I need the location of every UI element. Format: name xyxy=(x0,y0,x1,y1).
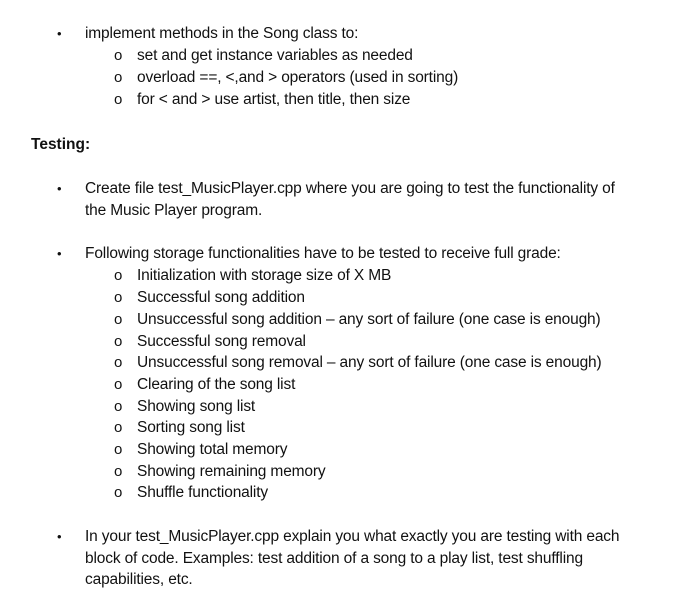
sub-bullet: o xyxy=(114,398,123,415)
paragraph-line: In your test_MusicPlayer.cpp explain you what exactly you are testing with each xyxy=(85,528,620,545)
sub-item: Showing total memory xyxy=(137,441,288,458)
sub-bullet: o xyxy=(114,354,123,371)
sub-item: set and get instance variables as needed xyxy=(137,47,413,64)
sub-item: Sorting song list xyxy=(137,419,245,436)
list-item-text: Following storage functionalities have to be tested to receive full grade: xyxy=(85,245,561,262)
sub-item: Showing song list xyxy=(137,398,256,415)
paragraph-line: capabilities, etc. xyxy=(85,571,193,588)
sub-bullet: o xyxy=(114,463,123,480)
paragraph-line: block of code. Examples: test addition of a song to a play list, test shuffling xyxy=(85,550,583,567)
sub-item: overload ==, <,and > operators (used in sorting) xyxy=(137,69,459,86)
sub-bullet: o xyxy=(114,69,123,86)
sub-item: Clearing of the song list xyxy=(137,376,296,393)
list-item-song-methods: implement methods in the Song class to: xyxy=(85,25,359,42)
sub-bullet: o xyxy=(114,289,123,306)
paragraph-line: Create file test_MusicPlayer.cpp where you are going to test the functionality of xyxy=(85,180,615,197)
paragraph-line: the Music Player program. xyxy=(85,202,263,219)
sub-bullet: o xyxy=(114,91,123,108)
sub-item: Unsuccessful song addition – any sort of failure (one case is enough) xyxy=(137,311,601,328)
sub-bullet: o xyxy=(114,267,123,284)
sub-bullet: o xyxy=(114,484,123,501)
sub-bullet: o xyxy=(114,311,123,328)
sub-item: Initialization with storage size of X MB xyxy=(137,267,392,284)
sub-item: Showing remaining memory xyxy=(137,463,326,480)
sub-item: Shuffle functionality xyxy=(137,484,268,501)
sub-item: Successful song removal xyxy=(137,333,306,350)
testing-heading: Testing: xyxy=(31,136,91,153)
list-bullet: • xyxy=(57,26,62,41)
sub-bullet: o xyxy=(114,419,123,436)
sub-bullet: o xyxy=(114,47,123,64)
list-bullet: • xyxy=(57,181,62,196)
sub-bullet: o xyxy=(114,376,123,393)
list-bullet: • xyxy=(57,246,62,261)
sub-item: for < and > use artist, then title, then size xyxy=(137,91,411,108)
list-bullet: • xyxy=(57,529,62,544)
sub-item: Successful song addition xyxy=(137,289,305,306)
sub-bullet: o xyxy=(114,441,123,458)
sub-bullet: o xyxy=(114,333,123,350)
sub-item: Unsuccessful song removal – any sort of failure (one case is enough) xyxy=(137,354,602,371)
